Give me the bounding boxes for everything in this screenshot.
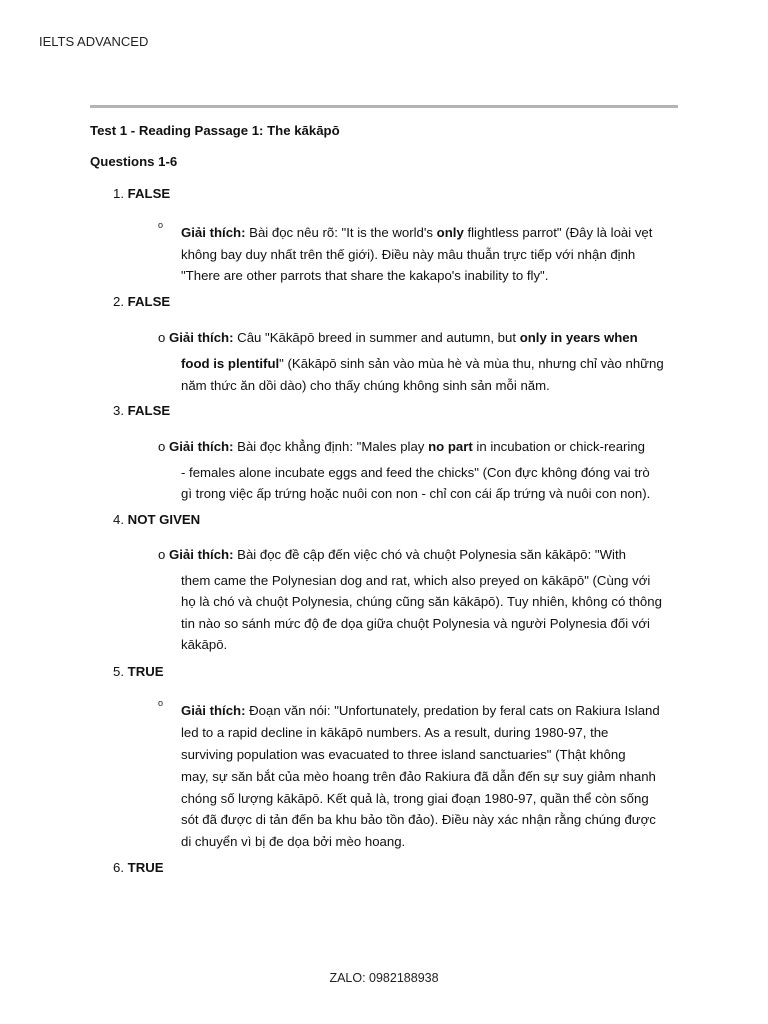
- questions-heading: Questions 1-6: [90, 154, 178, 169]
- explanation-text: " (Kākāpō sinh sản vào mùa hè và mùa thu, nhưng chỉ vào những: [279, 356, 664, 371]
- explanation-4-line-5: kākāpō.: [181, 637, 228, 652]
- bullet-marker: o: [158, 330, 166, 345]
- explanation-label: Giải thích:: [169, 439, 234, 454]
- explanation-emphasis: only in years when: [519, 330, 638, 345]
- explanation-text: Bài đọc khẳng định: "Males play: [233, 439, 429, 454]
- explanation-3-line-1: [158, 436, 645, 458]
- explanation-label: Giải thích:: [181, 225, 246, 240]
- answer-value: FALSE: [127, 186, 171, 201]
- answer-value: TRUE: [127, 664, 164, 679]
- answer-item-5: [113, 661, 164, 683]
- answer-number: 3.: [113, 403, 124, 418]
- explanation-5-line-5: chóng số lượng kākāpō. Kết quả là, trong giai đoạn 1980-97, quần thể còn sống: [181, 791, 649, 806]
- answer-value: FALSE: [127, 403, 171, 418]
- answer-value: FALSE: [127, 294, 171, 309]
- explanation-text: in incubation or chick-rearing: [472, 439, 646, 454]
- explanation-label: Giải thích:: [181, 703, 246, 718]
- explanation-text: flightless parrot" (Đây là loài vẹt: [463, 225, 653, 240]
- page-header: IELTS ADVANCED: [39, 34, 149, 49]
- explanation-3-line-3: gì trong việc ấp trứng hoặc nuôi con non - chỉ con cái ấp trứng và nuôi con non).: [181, 486, 651, 501]
- answer-value: NOT GIVEN: [127, 512, 201, 527]
- explanation-1-line-1: [181, 222, 652, 244]
- page-footer: ZALO: 0982188938: [329, 971, 439, 985]
- answer-item-1: [113, 183, 170, 205]
- explanation-5-line-1: [181, 700, 660, 722]
- passage-title: Test 1 - Reading Passage 1: The kākāpō: [90, 123, 340, 138]
- bullet-marker: o: [158, 220, 164, 230]
- answer-number: 2.: [113, 294, 124, 309]
- explanation-label: Giải thích:: [169, 330, 234, 345]
- answer-item-4: [113, 509, 200, 531]
- bullet-marker: o: [158, 547, 166, 562]
- explanation-4-line-1: [158, 544, 626, 566]
- answer-number: 4.: [113, 512, 124, 527]
- explanation-emphasis: food is plentiful: [181, 356, 280, 371]
- explanation-4-line-4: tin nào so sánh mức độ đe dọa giữa chuột Polynesia và người Polynesia đối với: [181, 616, 650, 631]
- explanation-text: Bài đọc nêu rõ: "It is the world's: [245, 225, 437, 240]
- explanation-text: Đoạn văn nói: "Unfortunately, predation by feral cats on Rakiura Island: [245, 703, 660, 718]
- bullet-marker: o: [158, 698, 164, 708]
- explanation-1-line-3: "There are other parrots that share the kakapo's inability to fly".: [181, 268, 549, 283]
- explanation-5-line-2: led to a rapid decline in kākāpō numbers. As a result, during 1980-97, the: [181, 725, 609, 740]
- explanation-label: Giải thích:: [169, 547, 234, 562]
- answer-item-2: [113, 291, 170, 313]
- explanation-text: Bài đọc đề cập đến việc chó và chuột Polynesia săn kākāpō: "With: [233, 547, 626, 562]
- explanation-5-line-3: surviving population was evacuated to three island sanctuaries" (Thật không: [181, 747, 626, 762]
- answer-item-3: [113, 400, 170, 422]
- answer-value: TRUE: [127, 860, 164, 875]
- explanation-2-line-1: [158, 327, 638, 349]
- explanation-4-line-3: họ là chó và chuột Polynesia, chúng cũng săn kākāpō). Tuy nhiên, không có thông: [181, 594, 662, 609]
- answer-number: 1.: [113, 186, 124, 201]
- explanation-emphasis: no part: [428, 439, 473, 454]
- header-divider: [90, 105, 678, 108]
- explanation-3-line-2: - females alone incubate eggs and feed the chicks" (Con đực không đóng vai trò: [181, 465, 650, 480]
- explanation-5-line-6: sót đã được di tản đến ba khu bảo tồn đảo). Điều này xác nhận rằng chúng được: [181, 812, 656, 827]
- explanation-2-line-3: năm thức ăn dồi dào) cho thấy chúng không sinh sản mỗi năm.: [181, 378, 550, 393]
- explanation-text: Câu "Kākāpō breed in summer and autumn, but: [233, 330, 520, 345]
- bullet-marker: o: [158, 439, 166, 454]
- answer-number: 6.: [113, 860, 124, 875]
- explanation-1-line-2: không bay duy nhất trên thế giới). Điều này mâu thuẫn trực tiếp với nhận định: [181, 247, 636, 262]
- explanation-2-line-2: [181, 353, 664, 375]
- explanation-5-line-7: di chuyển vì bị đe dọa bởi mèo hoang.: [181, 834, 406, 849]
- explanation-emphasis: only: [436, 225, 464, 240]
- answer-number: 5.: [113, 664, 124, 679]
- explanation-5-line-4: may, sự săn bắt của mèo hoang trên đảo Rakiura đã dẫn đến sự suy giảm nhanh: [181, 769, 656, 784]
- answer-item-6: [113, 857, 164, 879]
- explanation-4-line-2: them came the Polynesian dog and rat, which also preyed on kākāpō" (Cùng với: [181, 573, 651, 588]
